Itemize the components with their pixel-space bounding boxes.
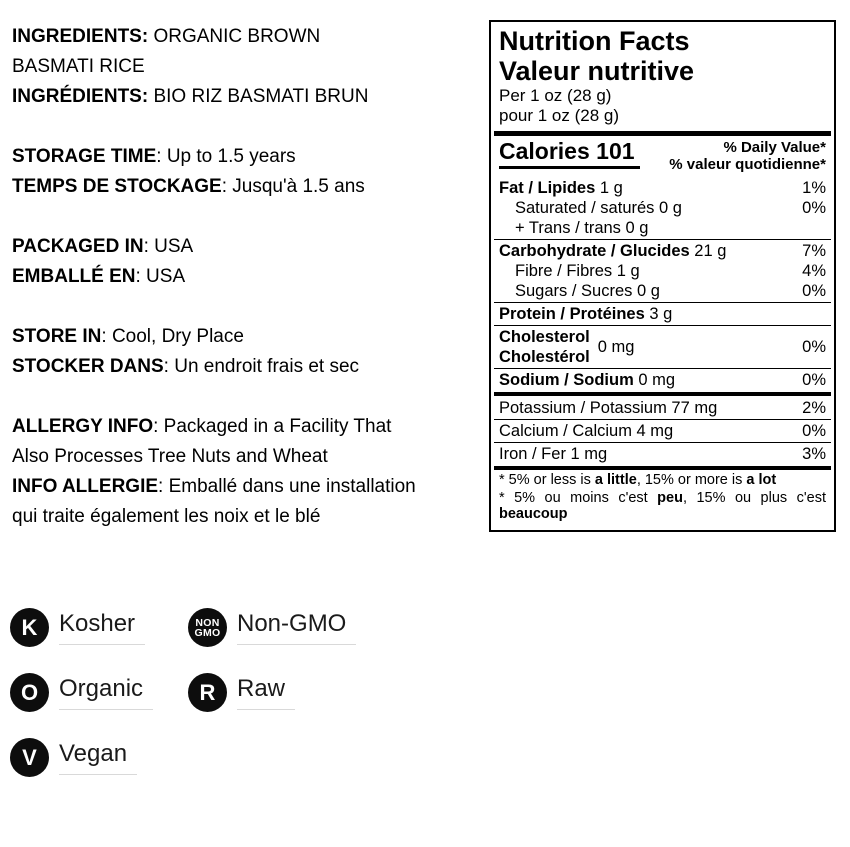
info-text: : Up to 1.5 years	[156, 146, 296, 167]
badge-kosher[interactable]	[10, 608, 188, 647]
divider	[494, 466, 831, 470]
info-text: : Cool, Dry Place	[101, 326, 244, 347]
footnote-en: * 5% or less is a little, 15% or more is a lot	[499, 472, 777, 488]
divider	[494, 302, 831, 303]
nutrition-row-sugars: Sugars / Sucres 0 g 0%	[515, 282, 826, 300]
raw-icon: R	[188, 673, 227, 712]
info-text: : USA	[135, 266, 186, 287]
divider	[494, 442, 831, 443]
daily-value-en: % Daily Value*	[723, 139, 826, 156]
footnote-fr: * 5% ou moins c'est peu, 15% ou plus c'est beaucoup	[499, 490, 826, 522]
divider	[494, 239, 831, 240]
info-label: EMBALLÉ EN	[12, 266, 136, 287]
nutrition-row-protein: Protein / Protéines 3 g	[499, 305, 673, 323]
packaged-in-section	[12, 232, 482, 292]
ingredients-line-1	[12, 22, 482, 52]
info-text: : USA	[143, 236, 194, 257]
info-text: qui traite également les noix et le blé	[12, 506, 321, 527]
certification-badges	[10, 608, 428, 777]
info-label: INGRÉDIENTS:	[12, 86, 149, 107]
badge-raw[interactable]	[188, 673, 428, 712]
info-text: : Un endroit frais et sec	[163, 356, 360, 377]
nutrition-row-carbohydrate: Carbohydrate / Glucides 21 g 7%	[499, 242, 826, 260]
info-text: : Packaged in a Facility That	[153, 416, 392, 437]
info-text: BIO RIZ BASMATI BRUN	[148, 86, 369, 107]
packaged-line-en	[12, 232, 482, 262]
divider	[494, 419, 831, 420]
daily-value-fr: % valeur quotidienne*	[669, 156, 826, 173]
serving-size-fr: pour 1 oz (28 g)	[499, 106, 620, 125]
product-info-panel	[12, 22, 482, 562]
storage-time-section	[12, 142, 482, 202]
calories-block	[499, 139, 826, 173]
store-line-en	[12, 322, 482, 352]
nutrition-title-fr: Valeur nutritive	[499, 56, 695, 86]
divider	[494, 325, 831, 326]
nutrition-facts-panel	[489, 20, 836, 532]
info-text: : Jusqu'à 1.5 ans	[221, 176, 365, 197]
badge-non-gmo[interactable]	[188, 608, 428, 647]
info-label: STORE IN	[12, 326, 102, 347]
badge-label-organic: Organic	[59, 675, 153, 710]
kosher-icon: K	[10, 608, 49, 647]
packaged-line-fr	[12, 262, 482, 292]
allergy-line-4	[12, 502, 482, 532]
info-label: ALLERGY INFO	[12, 416, 154, 437]
allergy-line-2	[12, 442, 482, 472]
nutrition-row-cholesterol: Cholesterol Cholestérol 0 mg 0%	[499, 328, 826, 366]
info-label: INGREDIENTS:	[12, 26, 149, 47]
info-text: ORGANIC BROWN	[148, 26, 321, 47]
vegan-icon: V	[10, 738, 49, 777]
badge-organic[interactable]	[10, 673, 188, 712]
nutrition-row-fat: Fat / Lipides 1 g 1%	[499, 179, 826, 197]
store-line-fr	[12, 352, 482, 382]
info-text: BASMATI RICE	[12, 56, 145, 77]
info-label: PACKAGED IN	[12, 236, 144, 257]
info-label: STORAGE TIME	[12, 146, 157, 167]
badge-vegan[interactable]	[10, 738, 188, 777]
calories-value: Calories 101	[499, 139, 640, 169]
ingredients-line-3	[12, 82, 482, 112]
ingredients-line-2	[12, 52, 482, 82]
daily-value-header	[669, 139, 826, 173]
nutrition-row-potassium: Potassium / Potassium 77 mg 2%	[499, 399, 826, 417]
nutrition-row-fibre: Fibre / Fibres 1 g 4%	[515, 262, 826, 280]
info-label: INFO ALLERGIE	[12, 476, 159, 497]
divider	[494, 392, 831, 396]
info-text: : Emballé dans une installation	[158, 476, 416, 497]
nutrition-row-saturated: Saturated / saturés 0 g 0%	[515, 199, 826, 217]
serving-size-en: Per 1 oz (28 g)	[499, 86, 612, 105]
badge-label-kosher: Kosher	[59, 610, 145, 645]
nutrition-row-calcium: Calcium / Calcium 4 mg 0%	[499, 422, 826, 440]
badge-label-non-gmo: Non-GMO	[237, 610, 356, 645]
divider	[494, 368, 831, 369]
storage-line-en	[12, 142, 482, 172]
allergy-line-1	[12, 412, 482, 442]
info-label: STOCKER DANS	[12, 356, 164, 377]
allergy-info-section	[12, 412, 482, 532]
info-text: Also Processes Tree Nuts and Wheat	[12, 446, 328, 467]
nutrition-row-sodium: Sodium / Sodium 0 mg 0%	[499, 371, 826, 389]
non-gmo-icon: NON GMO	[188, 608, 227, 647]
ingredients-section	[12, 22, 482, 112]
badge-label-vegan: Vegan	[59, 740, 137, 775]
info-label: TEMPS DE STOCKAGE	[12, 176, 222, 197]
store-in-section	[12, 322, 482, 382]
nutrition-title-en: Nutrition Facts	[499, 26, 690, 56]
divider	[494, 131, 831, 136]
nutrition-row-iron: Iron / Fer 1 mg 3%	[499, 445, 826, 463]
storage-line-fr	[12, 172, 482, 202]
nutrition-row-trans: + Trans / trans 0 g	[515, 219, 649, 237]
badge-label-raw: Raw	[237, 675, 295, 710]
organic-icon: O	[10, 673, 49, 712]
allergy-line-3	[12, 472, 482, 502]
